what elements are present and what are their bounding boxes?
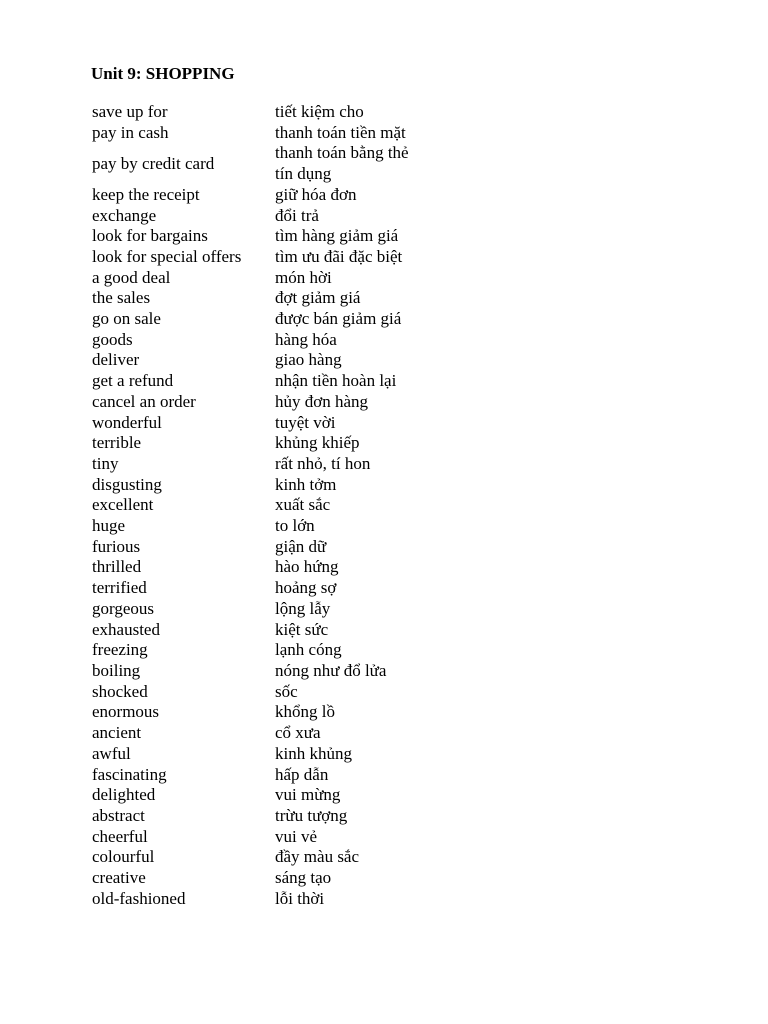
english-term: save up for xyxy=(92,102,168,121)
vietnamese-translation: lộng lẫy xyxy=(275,598,331,618)
english-term: pay by credit card xyxy=(92,153,215,173)
english-term: ancient xyxy=(92,723,142,743)
english-term: thrilled xyxy=(92,557,142,577)
vocab-row xyxy=(92,123,415,144)
english-term: deliver xyxy=(92,350,140,370)
vietnamese-translation: to lớn xyxy=(275,516,315,536)
english-term: enormous xyxy=(92,702,160,722)
english-term: fascinating xyxy=(92,764,167,784)
vocab-row xyxy=(92,889,415,910)
english-term: the sales xyxy=(92,288,151,308)
vietnamese-translation: cổ xưa xyxy=(275,723,321,743)
vocab-row xyxy=(92,475,415,496)
vietnamese-translation: tìm ưu đãi đặc biệt xyxy=(275,246,403,266)
vietnamese-translation: trừu tượng xyxy=(275,805,348,825)
vocab-row xyxy=(92,806,415,827)
vocab-row xyxy=(92,226,415,247)
english-term: exchange xyxy=(92,205,157,225)
vietnamese-translation: hoảng sợ xyxy=(275,578,337,598)
vocab-row xyxy=(92,557,415,578)
vocabulary-table xyxy=(92,102,415,909)
vocab-row xyxy=(92,247,415,268)
english-term: creative xyxy=(92,868,146,888)
english-term: get a refund xyxy=(92,371,174,391)
vietnamese-translation: món hời xyxy=(275,267,332,287)
english-term: abstract xyxy=(92,805,145,825)
vocab-row xyxy=(92,661,415,682)
vocab-row xyxy=(92,288,415,309)
vietnamese-translation: xuất sắc xyxy=(275,495,331,515)
english-term: cancel an order xyxy=(92,391,196,411)
vocab-row xyxy=(92,185,415,206)
vietnamese-translation: khổng lồ xyxy=(275,702,335,722)
vietnamese-translation: kinh khủng xyxy=(275,743,352,763)
page-title: Unit 9: SHOPPING xyxy=(91,64,235,83)
english-term: excellent xyxy=(92,495,154,515)
vocab-row xyxy=(92,516,415,537)
vocab-row xyxy=(92,454,415,475)
vietnamese-translation: tuyệt vời xyxy=(275,412,336,432)
english-term: disgusting xyxy=(92,474,162,494)
english-term: delighted xyxy=(92,785,156,805)
english-term: freezing xyxy=(92,640,148,660)
english-term: huge xyxy=(92,516,126,536)
vietnamese-translation: vui vẻ xyxy=(275,826,318,846)
english-term: goods xyxy=(92,329,133,349)
vocab-row xyxy=(92,723,415,744)
vietnamese-translation: kiệt sức xyxy=(275,619,329,639)
vocab-row xyxy=(92,433,415,454)
vocab-row xyxy=(92,702,415,723)
vocab-row xyxy=(92,827,415,848)
vocab-row xyxy=(92,599,415,620)
vocab-row xyxy=(92,392,415,413)
vocab-row xyxy=(92,413,415,434)
vietnamese-translation: nóng như đổ lửa xyxy=(275,660,387,680)
english-term: shocked xyxy=(92,681,148,701)
vocab-row xyxy=(92,785,415,806)
vietnamese-translation: giữ hóa đơn xyxy=(275,184,357,204)
vietnamese-translation: thanh toán bằng thẻ tín dụng xyxy=(275,143,409,184)
vietnamese-translation: đầy màu sắc xyxy=(275,847,360,867)
english-term: look for bargains xyxy=(92,226,208,246)
vietnamese-translation: kinh tởm xyxy=(275,474,337,494)
vietnamese-translation: hào hứng xyxy=(275,557,339,577)
vocab-row xyxy=(92,537,415,558)
vocab-row xyxy=(92,765,415,786)
english-term: cheerful xyxy=(92,826,148,846)
vocab-row xyxy=(92,268,415,289)
vietnamese-translation: được bán giảm giá xyxy=(275,309,402,329)
vocabulary-table-body xyxy=(92,102,415,909)
vocab-row xyxy=(92,330,415,351)
vocab-row xyxy=(92,102,415,123)
vietnamese-translation: hủy đơn hàng xyxy=(275,391,369,411)
vietnamese-translation: tìm hàng giảm giá xyxy=(275,226,399,246)
english-term: old-fashioned xyxy=(92,888,186,908)
english-term: colourful xyxy=(92,847,155,867)
vietnamese-translation: giận dữ xyxy=(275,536,327,556)
vietnamese-translation: lỗi thời xyxy=(275,888,325,908)
vocab-row xyxy=(92,309,415,330)
vocab-row xyxy=(92,868,415,889)
vocab-row xyxy=(92,640,415,661)
english-term: look for special offers xyxy=(92,246,242,266)
vocab-row xyxy=(92,744,415,765)
english-term: awful xyxy=(92,743,131,763)
vocab-row xyxy=(92,495,415,516)
english-term: go on sale xyxy=(92,309,161,329)
vietnamese-translation: nhận tiền hoàn lại xyxy=(275,371,397,391)
vocab-row xyxy=(92,682,415,703)
vocab-row xyxy=(92,371,415,392)
english-term: furious xyxy=(92,536,141,556)
english-term: exhausted xyxy=(92,619,160,639)
english-term: pay in cash xyxy=(92,122,169,142)
english-term: wonderful xyxy=(92,412,162,432)
english-term: terrified xyxy=(92,578,147,598)
english-term: a good deal xyxy=(92,267,171,287)
vietnamese-translation: hàng hóa xyxy=(275,329,337,349)
vietnamese-translation: tiết kiệm cho xyxy=(275,102,364,121)
vocab-row xyxy=(92,206,415,227)
vietnamese-translation: rất nhỏ, tí hon xyxy=(275,453,371,473)
vietnamese-translation: sốc xyxy=(275,681,298,701)
vietnamese-translation: khủng khiếp xyxy=(275,433,360,453)
vietnamese-translation: hấp dẫn xyxy=(275,764,329,784)
vietnamese-translation: đợt giảm giá xyxy=(275,288,361,308)
english-term: tiny xyxy=(92,453,119,473)
vietnamese-translation: thanh toán tiền mặt xyxy=(275,122,406,142)
vocab-row xyxy=(92,578,415,599)
vocab-row xyxy=(92,143,415,184)
vocab-row xyxy=(92,350,415,371)
english-term: gorgeous xyxy=(92,598,155,618)
vocab-row xyxy=(92,847,415,868)
vietnamese-translation: vui mừng xyxy=(275,785,341,805)
vietnamese-translation: giao hàng xyxy=(275,350,342,370)
vocab-row xyxy=(92,620,415,641)
vietnamese-translation: đổi trả xyxy=(275,205,319,225)
vietnamese-translation: sáng tạo xyxy=(275,868,332,888)
english-term: boiling xyxy=(92,660,141,680)
english-term: keep the receipt xyxy=(92,184,200,204)
vietnamese-translation: lạnh cóng xyxy=(275,640,342,660)
english-term: terrible xyxy=(92,433,142,453)
